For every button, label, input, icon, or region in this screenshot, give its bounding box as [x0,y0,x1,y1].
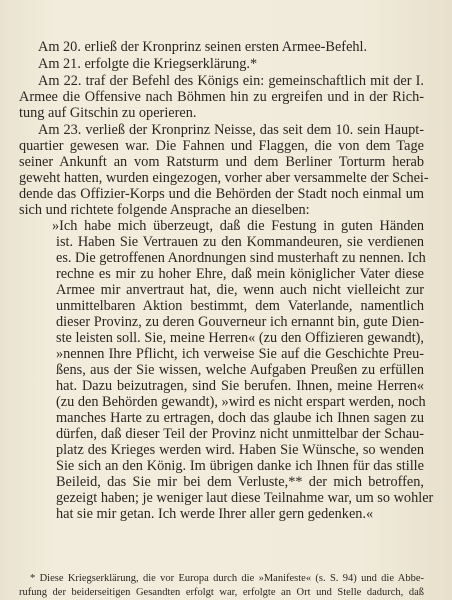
quote-line: Sie sich an den König. Im übrigen danke ich Ihnen für das stille [56,458,424,474]
paragraph-line: Am 20. erließ der Kronprinz seinen ersten Armee-Befehl. [38,39,368,55]
paragraph-line: geweht hatten, wurden eingezogen, vorher aber versammelte der Schei- [19,170,429,186]
quote-line: platz des Krieges werden wird. Haben Sie Wünsche, so wenden [56,442,424,458]
paragraph-line: seiner Ankunft an vom Ratsturm und dem Berliner Torturm herab [19,154,424,170]
quote-line: Beileid, das Sie mir bei dem Verluste,** der mich betroffen, [56,474,424,490]
quote-line: »nennen Ihre Pflicht, ich verweise Sie auf die Geschichte Preu- [56,346,424,362]
footnote-line: * Diese Kriegserklärung, die vor Europa durch die »Manifeste« (s. S. 94) und die Abbe- [30,573,424,584]
footnote-line: rufung der beiderseitigen Gesandten erfolgt war, erfolgte an Ort und Stelle dadurch, daß [19,587,424,598]
quote-line: unmittelbaren Aktion bestimmt, dem Vaterlande, namentlich [56,298,424,314]
paragraph-line: Am 21. erfolgte die Kriegserklärung.* [38,56,258,72]
quote-line: »Ich habe mich überzeugt, daß die Festung in guten Händen [52,218,424,234]
paragraph-line: Armee die Offensive nach Böhmen hin zu ergreifen und in der Rich- [19,89,424,105]
quote-line: hat. Dazu beizutragen, sind Sie berufen. Ihnen, meine Herren« [56,378,424,394]
quote-line: hat sie mir getan. Ich werde Ihrer aller gern gedenken.« [56,506,374,522]
paragraph-line: tung auf Gitschin zu operieren. [19,105,197,121]
quote-line: dürfen, daß dieser Teil der Provinz nicht unmittelbar der Schau- [56,426,424,442]
quote-line: dieser Provinz, zu deren Gouverneur ich ernannt bin, gute Dien- [56,314,424,330]
paragraph-line: quartier gewesen war. Die Fahnen und Flaggen, die von dem Tage [19,138,424,154]
quote-line: ist. Haben Sie Vertrauen zu den Kommandeuren, sie verdienen [56,234,424,250]
quote-line: rechne es mir zu hoher Ehre, daß mein königlicher Vater diese [56,266,424,282]
quote-line: manches Harte zu ertragen, doch das glaube ich Ihnen sagen zu [56,410,424,426]
quote-line: gezeigt haben; je weniger laut diese Teilnahme war, um so wohler [56,490,434,506]
quote-line: Armee mir anvertraut hat, die, wenn auch nicht vielleicht zur [56,282,424,298]
quote-line: (zu den Behörden gewandt), »wird es nicht erspart werden, noch [56,394,426,410]
quote-line: ßens, aus der Sie wissen, welche Aufgaben Preußen zu erfüllen [56,362,424,378]
quote-line: ste leisten soll. Sie, meine Herren« (zu den Offizieren gewandt), [56,330,424,346]
paragraph-line: sich und richtete folgende Ansprache an dieselben: [19,202,310,218]
paragraph-line: Am 23. verließ der Kronprinz Neisse, das seit dem 10. sein Haupt- [38,122,424,138]
quote-line: es. Die getroffenen Anordnungen sind musterhaft zu nennen. Ich [56,250,426,266]
paragraph-line: dende das Offizier-Korps und die Behörden der Stadt noch einmal um [19,186,424,202]
paragraph-line: Am 22. traf der Befehl des Königs ein: gemeinschaftlich mit der I. [38,73,424,89]
